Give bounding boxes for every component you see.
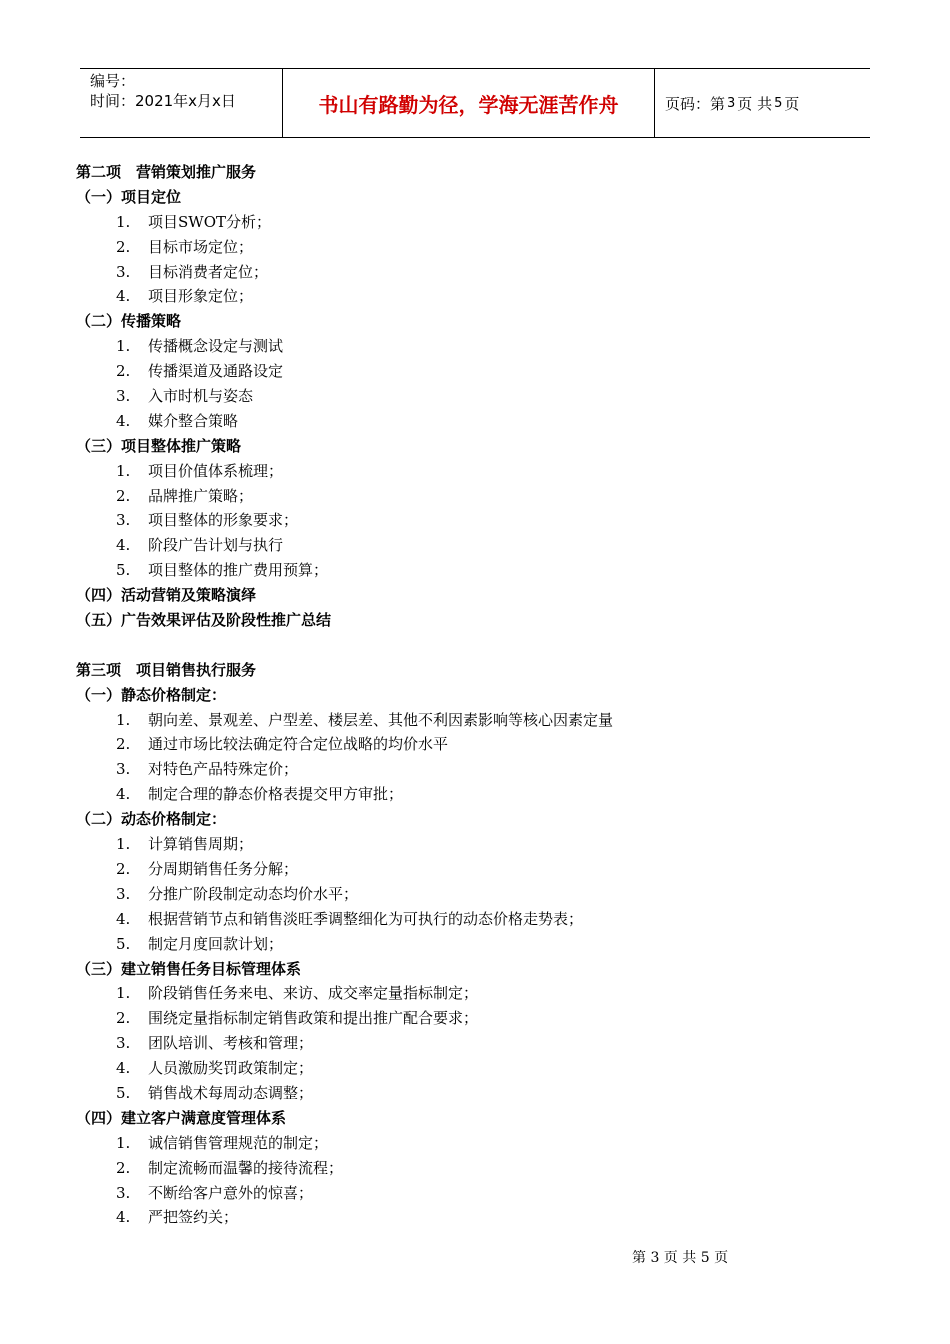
list-item-text: 目标消费者定位； [148, 262, 269, 281]
list-item-text: 项目SWOT分析； [148, 212, 271, 231]
list-item-number: 5. [116, 934, 131, 953]
list-item-text: 阶段销售任务来电、来访、成交率定量指标制定； [148, 984, 479, 1003]
list-item-text: 品牌推广策略； [148, 486, 254, 505]
list-item [76, 932, 876, 957]
list-item-number: 4. [116, 909, 131, 928]
list-item-text: 制定月度回款计划； [148, 934, 284, 953]
list-item-number: 5. [116, 1083, 131, 1102]
subsection-title: （三）建立销售任务目标管理体系 [76, 959, 302, 978]
list-item [76, 732, 876, 757]
list-item-number: 2. [116, 237, 131, 256]
list-item-text: 人员激励奖罚政策制定； [148, 1059, 314, 1078]
list-item-text: 媒介整合策略 [148, 411, 239, 430]
list-item [76, 359, 876, 384]
list-item-number: 4. [116, 536, 131, 555]
list-item-text: 传播概念设定与测试 [148, 337, 284, 356]
list-item-number: 2. [116, 362, 131, 381]
list-item-text: 项目价值体系梳理； [148, 461, 284, 480]
list-item-text: 计算销售周期； [148, 835, 254, 854]
list-item-text: 阶段广告计划与执行 [148, 536, 284, 555]
list-item [76, 284, 876, 309]
list-item [76, 459, 876, 484]
list-item-number: 2. [116, 859, 131, 878]
list-item-number: 3. [116, 511, 131, 530]
page-footer: 第 3 页 共 5 页 [632, 1250, 729, 1266]
list-item-text: 销售战术每周动态调整； [148, 1083, 314, 1102]
list-item-number: 4. [116, 411, 131, 430]
list-item-number: 2. [116, 735, 131, 754]
subsection-title: （四）活动营销及策略演绎 [76, 586, 257, 605]
list-item-number: 4. [116, 1059, 131, 1078]
list-item [76, 533, 876, 558]
list-item-number: 1. [116, 461, 131, 480]
list-item-text: 目标市场定位； [148, 237, 254, 256]
subsection-title: （三）项目整体推广策略 [76, 436, 242, 455]
header-page-info [655, 69, 870, 137]
list-item-number: 2. [116, 1158, 131, 1177]
list-item-number: 1. [116, 337, 131, 356]
list-item-text: 制定合理的静态价格表提交甲方审批； [148, 785, 404, 804]
list-item-number: 2. [116, 486, 131, 505]
list-item [76, 1131, 876, 1156]
list-item-number: 4. [116, 287, 131, 306]
list-item-number: 5. [116, 561, 131, 580]
list-item [76, 882, 876, 907]
list-item [76, 1156, 876, 1181]
list-item-text: 项目形象定位； [148, 287, 254, 306]
list-item [76, 484, 876, 509]
header-motto: 书山有路勤为径，学海无涯苦作舟 [282, 69, 655, 137]
subsection-title: （四）建立客户满意度管理体系 [76, 1108, 287, 1127]
section-title: 第二项 营销策划推广服务 [76, 163, 257, 181]
list-item-number: 3. [116, 262, 131, 281]
list-item [76, 1006, 876, 1031]
list-item-number: 1. [116, 984, 131, 1003]
page-prefix: 页码：第 [665, 94, 726, 113]
list-item [76, 384, 876, 409]
list-item-number: 1. [116, 1133, 131, 1152]
list-item-number: 1. [116, 212, 131, 231]
subsection-title: （五）广告效果评估及阶段性推广总结 [76, 611, 332, 630]
list-item [76, 1081, 876, 1106]
list-item [76, 558, 876, 583]
list-item [76, 1205, 876, 1230]
list-item [76, 235, 876, 260]
document-body [76, 160, 876, 1230]
list-item-text: 分周期销售任务分解； [148, 859, 299, 878]
list-item-number: 4. [116, 1208, 131, 1227]
list-item-text: 项目整体的推广费用预算； [148, 561, 329, 580]
list-item [76, 1181, 876, 1206]
list-item-number: 1. [116, 835, 131, 854]
section-spacer [76, 633, 876, 658]
list-item [76, 708, 876, 733]
list-item [76, 907, 876, 932]
page-header [80, 68, 870, 138]
list-item [76, 334, 876, 359]
header-meta [80, 69, 282, 137]
list-item-number: 3. [116, 387, 131, 406]
list-item-number: 3. [116, 1034, 131, 1053]
list-item-number: 1. [116, 710, 131, 729]
list-item [76, 508, 876, 533]
list-item-text: 朝向差、景观差、户型差、楼层差、其他不利因素影响等核心因素定量 [148, 710, 614, 729]
number-label: 编号： [90, 72, 136, 90]
list-item-number: 3. [116, 884, 131, 903]
list-item [76, 1031, 876, 1056]
list-item-text: 入市时机与姿态 [148, 387, 254, 406]
list-item-text: 严把签约关； [148, 1208, 239, 1227]
list-item-number: 3. [116, 1183, 131, 1202]
list-item-text: 通过市场比较法确定符合定位战略的均价水平 [148, 735, 449, 754]
list-item [76, 1056, 876, 1081]
list-item [76, 260, 876, 285]
list-item [76, 832, 876, 857]
list-item [76, 210, 876, 235]
list-item [76, 857, 876, 882]
list-item-number: 4. [116, 785, 131, 804]
page-current: 3 [727, 95, 736, 111]
list-item-text: 对特色产品特殊定价； [148, 760, 299, 779]
page-suffix: 页 [784, 94, 800, 113]
list-item [76, 757, 876, 782]
list-item [76, 782, 876, 807]
page-mid: 页 共 [737, 94, 773, 113]
subsection-title: （一）静态价格制定： [76, 685, 227, 704]
list-item-text: 分推广阶段制定动态均价水平； [148, 884, 359, 903]
section-title: 第三项 项目销售执行服务 [76, 660, 257, 679]
list-item-text: 根据营销节点和销售淡旺季调整细化为可执行的动态价格走势表； [148, 909, 584, 928]
list-item-text: 制定流畅而温馨的接待流程； [148, 1158, 344, 1177]
date-label: 时间：2021年x月x日 [90, 92, 236, 110]
subsection-title: （二）传播策略 [76, 312, 182, 331]
list-item-text: 项目整体的形象要求； [148, 511, 299, 530]
list-item-text: 诚信销售管理规范的制定； [148, 1133, 329, 1152]
list-item-text: 传播渠道及通路设定 [148, 362, 284, 381]
list-item-text: 团队培训、考核和管理； [148, 1034, 314, 1053]
list-item [76, 981, 876, 1006]
list-item [76, 409, 876, 434]
list-item-text: 不断给客户意外的惊喜； [148, 1183, 314, 1202]
list-item-text: 围绕定量指标制定销售政策和提出推广配合要求； [148, 1009, 479, 1028]
subsection-title: （一）项目定位 [76, 187, 182, 206]
subsection-title: （二）动态价格制定： [76, 810, 227, 829]
list-item-number: 3. [116, 760, 131, 779]
list-item-number: 2. [116, 1009, 131, 1028]
page-total: 5 [774, 95, 783, 111]
